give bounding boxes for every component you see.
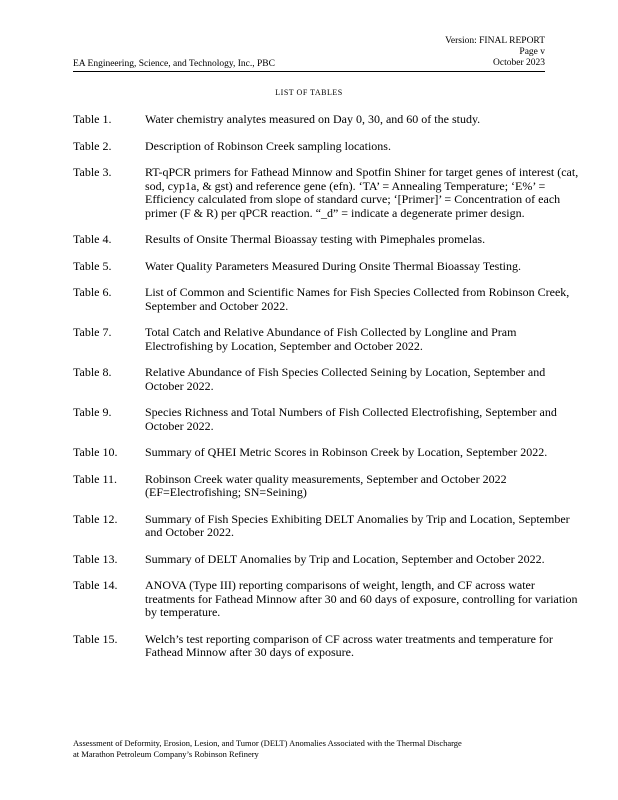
list-of-tables	[73, 113, 585, 660]
table-list-item[interactable]	[73, 166, 585, 220]
company-name: EA Engineering, Science, and Technology, Inc., PBC	[73, 59, 275, 69]
header-rule	[73, 71, 545, 72]
footer	[73, 738, 553, 759]
table-description: Robinson Creek water quality measurements, September and October 2022 (EF=Electrofishing; SN=Seining)	[145, 471, 507, 499]
table-description: Total Catch and Relative Abundance of Fish Collected by Longline and Pram Electrofishing by Location, September and October 2022.	[145, 325, 517, 353]
table-description: List of Common and Scientific Names for Fish Species Collected from Robinson Creek, September and October 2022.	[145, 285, 570, 313]
table-list-item[interactable]	[73, 633, 585, 660]
table-description: Relative Abundance of Fish Species Collected Seining by Location, September and October 2022.	[145, 365, 546, 393]
table-list-item[interactable]	[73, 366, 585, 393]
table-description: ANOVA (Type III) reporting comparisons of weight, length, and CF across water treatments for Fathead Minnow after 30 and 60 days of exposure, controlling for variation by temperature.	[145, 578, 578, 619]
table-number: Table 3.	[73, 165, 112, 179]
table-number: Table 5.	[73, 258, 112, 273]
table-description: Description of Robinson Creek sampling locations.	[145, 138, 391, 153]
table-number: Table 14.	[73, 578, 118, 592]
table-list-item[interactable]	[73, 513, 585, 540]
table-list-item[interactable]	[73, 446, 585, 460]
table-list-item[interactable]	[73, 140, 585, 154]
report-version: Version: FINAL REPORT	[445, 36, 545, 46]
report-date: October 2023	[493, 58, 545, 68]
header-right-block	[345, 36, 545, 69]
table-description: Summary of DELT Anomalies by Trip and Location, September and October 2022.	[145, 551, 545, 566]
table-number: Table 6.	[73, 285, 112, 299]
table-list-item[interactable]	[73, 113, 585, 127]
table-number: Table 13.	[73, 551, 118, 566]
table-description: Welch’s test reporting comparison of CF across water treatments and temperature for Fathead Minnow after 30 days of exposure.	[145, 631, 553, 659]
table-description: RT-qPCR primers for Fathead Minnow and Spotfin Shiner for target genes of interest (cat, sod, cyp1a, & gst) and reference gene (efn). ‘TA’ = Annealing Temperature; ‘E%’ = Efficiency calculated from slope of standard curve; ‘[Primer]’ = Concentration of each primer (F & R) per qPCR reaction. “_d” = indicate a degenerate primer design.	[145, 165, 579, 220]
table-description: Results of Onsite Thermal Bioassay testing with Pimephales promelas.	[145, 232, 486, 246]
table-list-item[interactable]	[73, 579, 585, 620]
table-number: Table 7.	[73, 325, 112, 339]
table-number: Table 1.	[73, 112, 112, 126]
table-number: Table 8.	[73, 365, 112, 379]
table-list-item[interactable]	[73, 406, 585, 433]
table-list-item[interactable]	[73, 286, 585, 313]
table-description: Water Quality Parameters Measured During Onsite Thermal Bioassay Testing.	[145, 258, 521, 273]
page-title: LIST OF TABLES	[275, 88, 343, 97]
table-number: Table 2.	[73, 138, 112, 153]
table-number: Table 11.	[73, 471, 118, 486]
table-description: Summary of Fish Species Exhibiting DELT Anomalies by Trip and Location, September and October 2022.	[145, 511, 570, 539]
table-list-item[interactable]	[73, 260, 585, 274]
table-number: Table 9.	[73, 405, 112, 419]
table-list-item[interactable]	[73, 233, 585, 247]
footer-line-1: Assessment of Deformity, Erosion, Lesion, and Tumor (DELT) Anomalies Associated with the Thermal Discharge	[73, 738, 462, 748]
table-description: Summary of QHEI Metric Scores in Robinson Creek by Location, September 2022.	[145, 445, 548, 459]
table-list-item[interactable]	[73, 553, 585, 567]
table-list-item[interactable]	[73, 473, 585, 500]
page-number: Page v	[519, 47, 545, 57]
table-description: Species Richness and Total Numbers of Fish Collected Electrofishing, September and October 2022.	[145, 405, 557, 433]
table-number: Table 10.	[73, 445, 118, 459]
table-list-item[interactable]	[73, 326, 585, 353]
table-description: Water chemistry analytes measured on Day 0, 30, and 60 of the study.	[145, 112, 481, 126]
table-number: Table 15.	[73, 631, 118, 646]
table-number: Table 12.	[73, 511, 118, 526]
table-number: Table 4.	[73, 232, 112, 246]
footer-line-2: at Marathon Petroleum Company’s Robinson Refinery	[73, 748, 259, 759]
